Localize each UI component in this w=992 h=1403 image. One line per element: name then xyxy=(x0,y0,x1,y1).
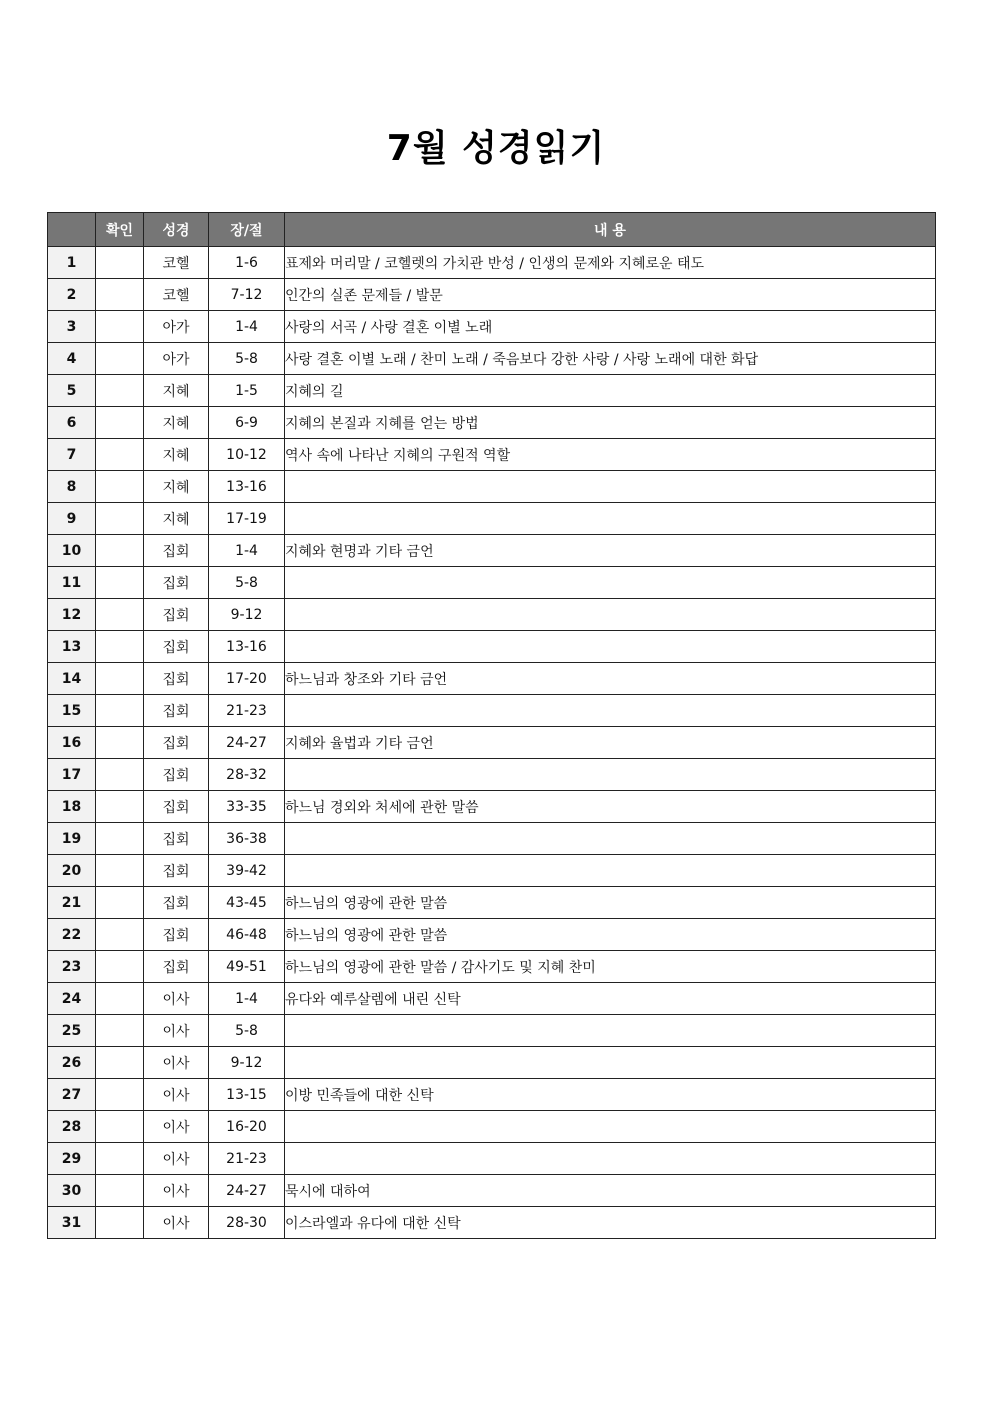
reading-content: 역사 속에 나타난 지혜의 구원적 역할 xyxy=(285,439,936,471)
check-cell[interactable] xyxy=(96,951,144,983)
header-content: 내 용 xyxy=(285,213,936,247)
book-name: 아가 xyxy=(144,343,209,375)
day-number: 2 xyxy=(48,279,96,311)
table-row xyxy=(48,247,936,279)
chapter-range: 49-51 xyxy=(209,951,285,983)
chapter-range: 21-23 xyxy=(209,695,285,727)
book-name: 지혜 xyxy=(144,407,209,439)
check-cell[interactable] xyxy=(96,567,144,599)
check-cell[interactable] xyxy=(96,663,144,695)
table-row xyxy=(48,471,936,503)
reading-content: 하느님의 영광에 관한 말씀 xyxy=(285,887,936,919)
table-body xyxy=(48,247,936,1239)
book-name: 이사 xyxy=(144,1111,209,1143)
day-number: 7 xyxy=(48,439,96,471)
table-row xyxy=(48,759,936,791)
chapter-range: 1-4 xyxy=(209,983,285,1015)
day-number: 20 xyxy=(48,855,96,887)
day-number: 25 xyxy=(48,1015,96,1047)
reading-content xyxy=(285,1111,936,1143)
table-row xyxy=(48,311,936,343)
reading-content: 이방 민족들에 대한 신탁 xyxy=(285,1079,936,1111)
book-name: 이사 xyxy=(144,1143,209,1175)
day-number: 26 xyxy=(48,1047,96,1079)
day-number: 19 xyxy=(48,823,96,855)
book-name: 지혜 xyxy=(144,503,209,535)
book-name: 집회 xyxy=(144,951,209,983)
table-row xyxy=(48,1079,936,1111)
book-name: 집회 xyxy=(144,631,209,663)
table-row xyxy=(48,439,936,471)
day-number: 6 xyxy=(48,407,96,439)
check-cell[interactable] xyxy=(96,343,144,375)
chapter-range: 1-5 xyxy=(209,375,285,407)
chapter-range: 16-20 xyxy=(209,1111,285,1143)
reading-content xyxy=(285,855,936,887)
check-cell[interactable] xyxy=(96,1207,144,1239)
table-row xyxy=(48,1207,936,1239)
book-name: 아가 xyxy=(144,311,209,343)
chapter-range: 10-12 xyxy=(209,439,285,471)
day-number: 10 xyxy=(48,535,96,567)
book-name: 집회 xyxy=(144,695,209,727)
reading-content: 하느님의 영광에 관한 말씀 / 감사기도 및 지혜 찬미 xyxy=(285,951,936,983)
table-row xyxy=(48,791,936,823)
book-name: 집회 xyxy=(144,855,209,887)
chapter-range: 24-27 xyxy=(209,727,285,759)
check-cell[interactable] xyxy=(96,791,144,823)
day-number: 22 xyxy=(48,919,96,951)
chapter-range: 1-4 xyxy=(209,311,285,343)
table-header-row xyxy=(48,213,936,247)
day-number: 23 xyxy=(48,951,96,983)
check-cell[interactable] xyxy=(96,1143,144,1175)
day-number: 3 xyxy=(48,311,96,343)
reading-content: 표제와 머리말 / 코헬렛의 가치관 반성 / 인생의 문제와 지혜로운 태도 xyxy=(285,247,936,279)
table-row xyxy=(48,951,936,983)
check-cell[interactable] xyxy=(96,983,144,1015)
book-name: 이사 xyxy=(144,1207,209,1239)
chapter-range: 1-4 xyxy=(209,535,285,567)
chapter-range: 13-16 xyxy=(209,631,285,663)
reading-content xyxy=(285,567,936,599)
chapter-range: 6-9 xyxy=(209,407,285,439)
book-name: 이사 xyxy=(144,983,209,1015)
chapter-range: 39-42 xyxy=(209,855,285,887)
check-cell[interactable] xyxy=(96,1175,144,1207)
chapter-range: 13-15 xyxy=(209,1079,285,1111)
table-row xyxy=(48,1111,936,1143)
check-cell[interactable] xyxy=(96,247,144,279)
book-name: 집회 xyxy=(144,823,209,855)
header-book: 성경 xyxy=(144,213,209,247)
check-cell[interactable] xyxy=(96,503,144,535)
table-row xyxy=(48,823,936,855)
day-number: 14 xyxy=(48,663,96,695)
chapter-range: 28-30 xyxy=(209,1207,285,1239)
header-chapter: 장/절 xyxy=(209,213,285,247)
reading-content xyxy=(285,1047,936,1079)
header-check: 확인 xyxy=(96,213,144,247)
reading-content xyxy=(285,759,936,791)
book-name: 집회 xyxy=(144,791,209,823)
chapter-range: 28-32 xyxy=(209,759,285,791)
check-cell[interactable] xyxy=(96,471,144,503)
chapter-range: 13-16 xyxy=(209,471,285,503)
page-title: 7월 성경읽기 xyxy=(386,128,606,170)
book-name: 집회 xyxy=(144,535,209,567)
book-name: 지혜 xyxy=(144,439,209,471)
table-row xyxy=(48,279,936,311)
reading-content xyxy=(285,823,936,855)
reading-content xyxy=(285,695,936,727)
book-name: 집회 xyxy=(144,727,209,759)
chapter-range: 9-12 xyxy=(209,599,285,631)
book-name: 집회 xyxy=(144,919,209,951)
chapter-range: 5-8 xyxy=(209,1015,285,1047)
day-number: 31 xyxy=(48,1207,96,1239)
reading-content: 하느님의 영광에 관한 말씀 xyxy=(285,919,936,951)
day-number: 9 xyxy=(48,503,96,535)
table-row xyxy=(48,535,936,567)
check-cell[interactable] xyxy=(96,695,144,727)
table-row xyxy=(48,727,936,759)
table-row xyxy=(48,855,936,887)
table-row xyxy=(48,503,936,535)
book-name: 집회 xyxy=(144,567,209,599)
chapter-range: 46-48 xyxy=(209,919,285,951)
check-cell[interactable] xyxy=(96,1111,144,1143)
check-cell[interactable] xyxy=(96,631,144,663)
check-cell[interactable] xyxy=(96,919,144,951)
check-cell[interactable] xyxy=(96,823,144,855)
chapter-range: 33-35 xyxy=(209,791,285,823)
book-name: 이사 xyxy=(144,1079,209,1111)
chapter-range: 36-38 xyxy=(209,823,285,855)
day-number: 28 xyxy=(48,1111,96,1143)
chapter-range: 17-20 xyxy=(209,663,285,695)
check-cell[interactable] xyxy=(96,727,144,759)
reading-content xyxy=(285,599,936,631)
day-number: 30 xyxy=(48,1175,96,1207)
reading-content xyxy=(285,631,936,663)
reading-content: 지혜의 길 xyxy=(285,375,936,407)
chapter-range: 5-8 xyxy=(209,567,285,599)
table-row xyxy=(48,343,936,375)
day-number: 5 xyxy=(48,375,96,407)
table-row xyxy=(48,1015,936,1047)
book-name: 지혜 xyxy=(144,471,209,503)
reading-content: 하느님과 창조와 기타 금언 xyxy=(285,663,936,695)
chapter-range: 43-45 xyxy=(209,887,285,919)
reading-content: 지혜와 현명과 기타 금언 xyxy=(285,535,936,567)
book-name: 집회 xyxy=(144,599,209,631)
book-name: 이사 xyxy=(144,1015,209,1047)
table-row xyxy=(48,1175,936,1207)
table-row xyxy=(48,663,936,695)
day-number: 29 xyxy=(48,1143,96,1175)
chapter-range: 7-12 xyxy=(209,279,285,311)
day-number: 4 xyxy=(48,343,96,375)
reading-content: 유다와 예루살렘에 내린 신탁 xyxy=(285,983,936,1015)
reading-content: 사랑의 서곡 / 사랑 결혼 이별 노래 xyxy=(285,311,936,343)
day-number: 21 xyxy=(48,887,96,919)
chapter-range: 21-23 xyxy=(209,1143,285,1175)
day-number: 27 xyxy=(48,1079,96,1111)
book-name: 코헬 xyxy=(144,279,209,311)
book-name: 지혜 xyxy=(144,375,209,407)
book-name: 집회 xyxy=(144,759,209,791)
day-number: 18 xyxy=(48,791,96,823)
table-row xyxy=(48,567,936,599)
table-row xyxy=(48,887,936,919)
check-cell[interactable] xyxy=(96,375,144,407)
check-cell[interactable] xyxy=(96,855,144,887)
table-row xyxy=(48,1143,936,1175)
book-name: 집회 xyxy=(144,663,209,695)
book-name: 집회 xyxy=(144,887,209,919)
day-number: 24 xyxy=(48,983,96,1015)
reading-content: 지혜와 율법과 기타 금언 xyxy=(285,727,936,759)
chapter-range: 24-27 xyxy=(209,1175,285,1207)
check-cell[interactable] xyxy=(96,535,144,567)
check-cell[interactable] xyxy=(96,1047,144,1079)
chapter-range: 5-8 xyxy=(209,343,285,375)
check-cell[interactable] xyxy=(96,439,144,471)
table-row xyxy=(48,599,936,631)
book-name: 코헬 xyxy=(144,247,209,279)
reading-content: 사랑 결혼 이별 노래 / 찬미 노래 / 죽음보다 강한 사랑 / 사랑 노래에 대한 화답 xyxy=(285,343,936,375)
check-cell[interactable] xyxy=(96,1079,144,1111)
chapter-range: 17-19 xyxy=(209,503,285,535)
day-number: 8 xyxy=(48,471,96,503)
table-row xyxy=(48,407,936,439)
reading-content: 하느님 경외와 처세에 관한 말씀 xyxy=(285,791,936,823)
header-number xyxy=(48,213,96,247)
table-row xyxy=(48,631,936,663)
day-number: 11 xyxy=(48,567,96,599)
day-number: 1 xyxy=(48,247,96,279)
check-cell[interactable] xyxy=(96,311,144,343)
check-cell[interactable] xyxy=(96,599,144,631)
reading-content: 이스라엘과 유다에 대한 신탁 xyxy=(285,1207,936,1239)
reading-content xyxy=(285,1015,936,1047)
book-name: 이사 xyxy=(144,1047,209,1079)
table-row xyxy=(48,919,936,951)
reading-content: 묵시에 대하여 xyxy=(285,1175,936,1207)
table-row xyxy=(48,1047,936,1079)
reading-content xyxy=(285,471,936,503)
day-number: 13 xyxy=(48,631,96,663)
day-number: 16 xyxy=(48,727,96,759)
check-cell[interactable] xyxy=(96,887,144,919)
reading-content xyxy=(285,1143,936,1175)
day-number: 17 xyxy=(48,759,96,791)
check-cell[interactable] xyxy=(96,759,144,791)
book-name: 이사 xyxy=(144,1175,209,1207)
day-number: 15 xyxy=(48,695,96,727)
table-row xyxy=(48,983,936,1015)
chapter-range: 9-12 xyxy=(209,1047,285,1079)
day-number: 12 xyxy=(48,599,96,631)
chapter-range: 1-6 xyxy=(209,247,285,279)
reading-content: 지혜의 본질과 지혜를 얻는 방법 xyxy=(285,407,936,439)
reading-content xyxy=(285,503,936,535)
reading-plan-table xyxy=(47,212,936,1239)
check-cell[interactable] xyxy=(96,1015,144,1047)
table-row xyxy=(48,695,936,727)
check-cell[interactable] xyxy=(96,407,144,439)
check-cell[interactable] xyxy=(96,279,144,311)
reading-content: 인간의 실존 문제들 / 발문 xyxy=(285,279,936,311)
table-row xyxy=(48,375,936,407)
